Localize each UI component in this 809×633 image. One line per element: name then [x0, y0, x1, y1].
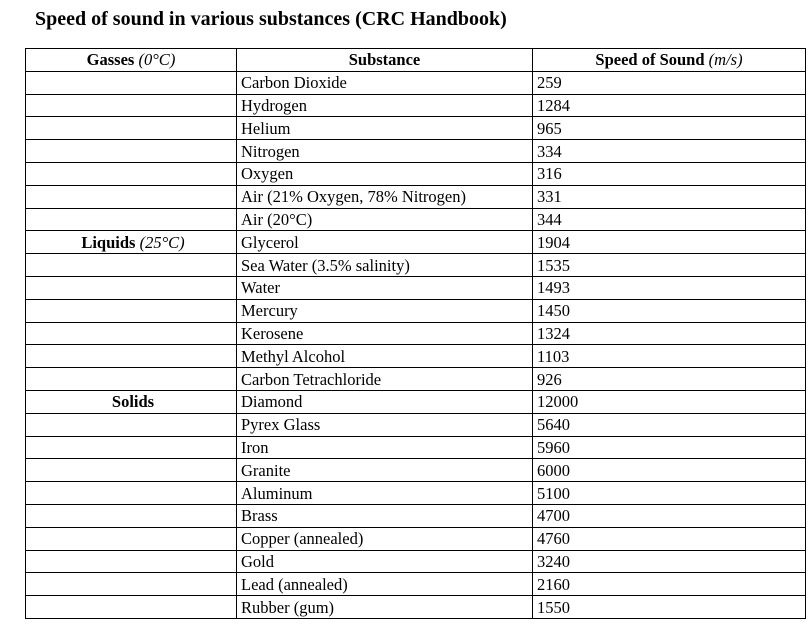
table-row	[26, 413, 806, 436]
table-row	[26, 504, 806, 527]
substance-cell: Air (21% Oxygen, 78% Nitrogen)	[237, 185, 533, 208]
table-row	[26, 322, 806, 345]
category-cell	[26, 482, 237, 505]
substance-cell: Sea Water (3.5% salinity)	[237, 254, 533, 277]
category-header-label: Gasses	[86, 50, 139, 70]
substance-cell: Water	[237, 276, 533, 299]
category-cell	[26, 208, 237, 231]
substance-cell: Hydrogen	[237, 94, 533, 117]
table-row	[26, 185, 806, 208]
table-row	[26, 482, 806, 505]
category-header	[26, 49, 237, 72]
table-row	[26, 390, 806, 413]
category-cell	[26, 231, 237, 254]
speed-cell: 1324	[533, 322, 806, 345]
speed-header-unit-close: )	[737, 50, 743, 70]
category-cell	[26, 413, 237, 436]
speed-cell: 5960	[533, 436, 806, 459]
speed-cell: 1550	[533, 596, 806, 619]
category-cell	[26, 527, 237, 550]
speed-cell: 12000	[533, 390, 806, 413]
category-label: Liquids	[81, 232, 140, 252]
substance-cell: Lead (annealed)	[237, 573, 533, 596]
speed-cell: 5640	[533, 413, 806, 436]
table-row	[26, 117, 806, 140]
category-cell	[26, 94, 237, 117]
category-cell	[26, 71, 237, 94]
substance-cell: Iron	[237, 436, 533, 459]
substance-cell: Helium	[237, 117, 533, 140]
substance-cell: Carbon Tetrachloride	[237, 368, 533, 391]
speed-cell: 259	[533, 71, 806, 94]
category-cell	[26, 550, 237, 573]
category-cell	[26, 436, 237, 459]
substance-cell: Glycerol	[237, 231, 533, 254]
table-row	[26, 459, 806, 482]
speed-cell: 926	[533, 368, 806, 391]
category-cell	[26, 322, 237, 345]
category-cell	[26, 573, 237, 596]
category-cell	[26, 185, 237, 208]
table-row	[26, 368, 806, 391]
speed-header	[533, 49, 806, 72]
category-cell	[26, 345, 237, 368]
substance-cell: Kerosene	[237, 322, 533, 345]
substance-cell: Mercury	[237, 299, 533, 322]
table-row	[26, 140, 806, 163]
substance-cell: Gold	[237, 550, 533, 573]
speed-cell: 316	[533, 162, 806, 185]
speed-cell: 331	[533, 185, 806, 208]
substance-cell: Rubber (gum)	[237, 596, 533, 619]
speed-cell: 4700	[533, 504, 806, 527]
category-label: Solids	[111, 392, 155, 412]
speed-cell: 1493	[533, 276, 806, 299]
speed-cell: 334	[533, 140, 806, 163]
table-header-row	[26, 49, 806, 72]
category-cell	[26, 162, 237, 185]
category-cell	[26, 254, 237, 277]
speed-cell: 1535	[533, 254, 806, 277]
speed-cell: 5100	[533, 482, 806, 505]
table-row	[26, 71, 806, 94]
table-row	[26, 527, 806, 550]
table-row	[26, 345, 806, 368]
substance-cell: Nitrogen	[237, 140, 533, 163]
substance-cell: Methyl Alcohol	[237, 345, 533, 368]
category-cell	[26, 299, 237, 322]
table-row	[26, 436, 806, 459]
substance-cell: Air (20°C)	[237, 208, 533, 231]
category-unit: (25°C)	[139, 232, 185, 252]
speed-cell: 965	[533, 117, 806, 140]
speed-cell: 3240	[533, 550, 806, 573]
category-cell	[26, 504, 237, 527]
substance-cell: Pyrex Glass	[237, 413, 533, 436]
speed-cell: 4760	[533, 527, 806, 550]
table-body	[26, 71, 806, 618]
substance-cell: Copper (annealed)	[237, 527, 533, 550]
speed-cell: 1450	[533, 299, 806, 322]
category-cell	[26, 596, 237, 619]
substance-cell: Granite	[237, 459, 533, 482]
speed-cell: 2160	[533, 573, 806, 596]
table-row	[26, 162, 806, 185]
table-row	[26, 276, 806, 299]
document-title: Speed of sound in various substances (CRC Handbook)	[35, 8, 507, 30]
category-header-unit: (0°C)	[138, 50, 176, 70]
category-cell	[26, 117, 237, 140]
table-row	[26, 596, 806, 619]
speed-cell: 6000	[533, 459, 806, 482]
table-row	[26, 550, 806, 573]
table-row	[26, 208, 806, 231]
speed-header-label: Speed of Sound	[595, 50, 709, 70]
substance-cell: Oxygen	[237, 162, 533, 185]
speed-header-unit: m/s	[714, 50, 738, 70]
table-row	[26, 231, 806, 254]
substance-cell: Carbon Dioxide	[237, 71, 533, 94]
speed-cell: 344	[533, 208, 806, 231]
substance-cell: Aluminum	[237, 482, 533, 505]
substance-header: Substance	[237, 49, 533, 72]
speed-cell: 1284	[533, 94, 806, 117]
category-cell	[26, 390, 237, 413]
table-row	[26, 254, 806, 277]
speed-cell: 1904	[533, 231, 806, 254]
substance-cell: Brass	[237, 504, 533, 527]
category-cell	[26, 368, 237, 391]
category-cell	[26, 140, 237, 163]
category-cell	[26, 459, 237, 482]
speed-of-sound-table	[25, 48, 806, 619]
table-row	[26, 94, 806, 117]
table-row	[26, 299, 806, 322]
table-row	[26, 573, 806, 596]
speed-cell: 1103	[533, 345, 806, 368]
substance-cell: Diamond	[237, 390, 533, 413]
category-cell	[26, 276, 237, 299]
speed-header-unit-open: (	[708, 50, 715, 70]
